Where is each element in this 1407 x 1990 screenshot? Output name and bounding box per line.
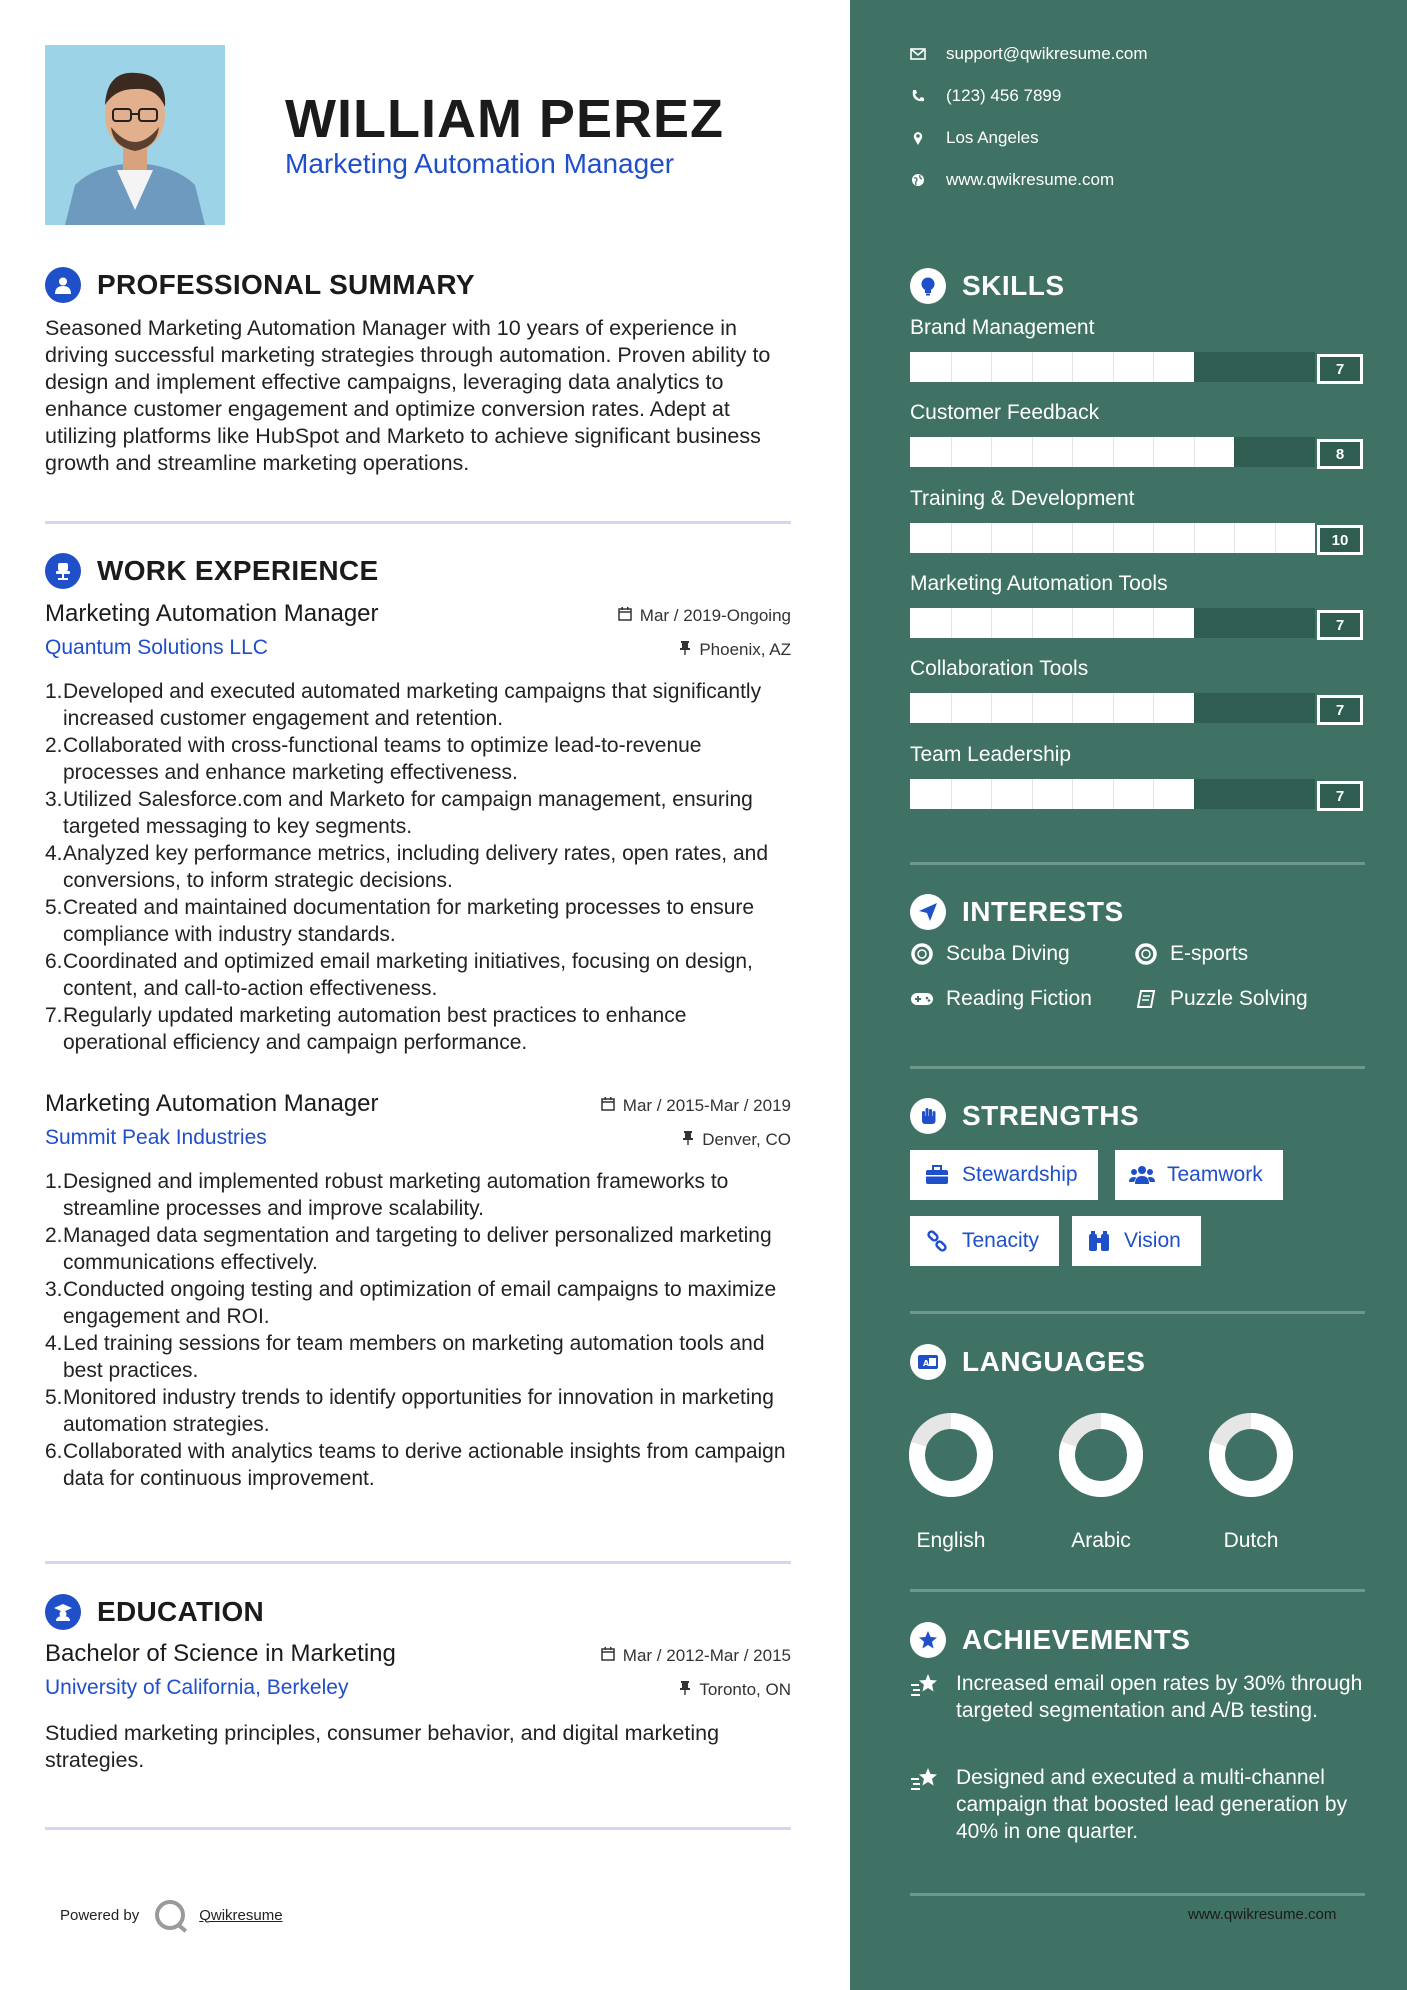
skill-name: Training & Development [910, 487, 1135, 510]
skill-bar-fill [910, 693, 1194, 723]
user-icon [45, 267, 81, 303]
section-divider [910, 1311, 1365, 1314]
language-item [896, 1400, 1006, 1553]
skill-bar-segment [1072, 608, 1073, 638]
svg-text:A: A [923, 1359, 930, 1368]
calendar-icon [601, 1646, 615, 1666]
language-label: English [916, 1529, 986, 1552]
hand-icon [910, 1098, 946, 1134]
achievement-item [910, 1764, 1370, 1845]
strength-badge: Vision [1072, 1216, 1201, 1266]
skill-level: 8 [1317, 439, 1363, 469]
skill-bar-fill [910, 523, 1315, 553]
language-ring [1196, 1400, 1306, 1510]
map-marker-icon [910, 130, 926, 146]
skill-bar-segment [951, 352, 952, 382]
education-date: Mar / 2012-Mar / 2015 [601, 1646, 791, 1666]
job-location: Phoenix, AZ [679, 640, 791, 660]
skill-bar-segment [1032, 693, 1033, 723]
job-entry [45, 600, 791, 1056]
education-heading-text: EDUCATION [97, 1596, 265, 1627]
skill-bar-segment [1032, 523, 1033, 553]
book-icon [1134, 987, 1158, 1011]
skill-bar-segment [991, 779, 992, 809]
languages-heading [910, 1344, 1145, 1380]
skill-bar-segment [1194, 437, 1195, 467]
job-title: Marketing Automation Manager [45, 1090, 379, 1117]
language-item [1196, 1400, 1306, 1553]
skill-bar-segment [951, 437, 952, 467]
graduate-icon [45, 1594, 81, 1630]
achievement-text: Increased email open rates by 30% through targeted segmentation and A/B testing. [956, 1672, 1363, 1722]
skill-bar-fill [910, 779, 1194, 809]
list-item: 4. Analyzed key performance metrics, including delivery rates, open rates, and conversions, to inform strategic decisions. [45, 842, 769, 892]
summary-text: Seasoned Marketing Automation Manager with 10 years of experience in driving successful marketing strategies through automation. Proven ability to design and implement effective campaigns, leveraging data analytics to enhance customer engagement and optimize conversion rates. Adept at utilizing platforms like HubSpot and Marketo to achieve significant business growth and streamline marketing operations. [45, 316, 771, 475]
language-item [1046, 1400, 1156, 1553]
skill-bar-segment [1113, 523, 1114, 553]
skill-item [910, 487, 1365, 553]
skill-bar [910, 693, 1315, 723]
skill-bar-segment [1194, 523, 1195, 553]
star-icon [910, 1622, 946, 1658]
list-item: 4. Led training sessions for team members on marketing automation tools and best practices. [45, 1332, 765, 1382]
language-ring [896, 1400, 1006, 1510]
skill-bar-segment [1113, 352, 1114, 382]
list-item: 7. Regularly updated marketing automation best practices to enhance operational efficiency and campaign performance. [45, 1004, 687, 1054]
job-entry [45, 1090, 791, 1492]
skill-name: Marketing Automation Tools [910, 572, 1168, 595]
shooting-star-icon [910, 1672, 940, 1702]
skill-bar-segment [991, 352, 992, 382]
skill-bar-segment [1113, 779, 1114, 809]
degree-title: Bachelor of Science in Marketing [45, 1640, 396, 1667]
skill-bar-segment [951, 779, 952, 809]
strength-badge: Teamwork [1115, 1150, 1283, 1200]
skill-bar [910, 779, 1315, 809]
job-company: Summit Peak Industries [45, 1126, 267, 1149]
skill-bar [910, 523, 1315, 553]
section-divider [45, 1561, 791, 1564]
education-heading [45, 1594, 264, 1630]
achievements-heading-text: ACHIEVEMENTS [962, 1624, 1191, 1655]
education-description: Studied marketing principles, consumer behavior, and digital marketing strategies. [45, 1721, 720, 1772]
section-divider [45, 1827, 791, 1830]
summary-heading [45, 267, 475, 303]
school-name: University of California, Berkeley [45, 1676, 349, 1699]
skill-bar-segment [1153, 523, 1154, 553]
skill-bar-segment [951, 693, 952, 723]
section-divider [910, 1066, 1365, 1069]
profile-photo [45, 45, 225, 225]
pin-icon [679, 1680, 691, 1700]
list-item: 2. Collaborated with cross-functional teams to optimize lead-to-revenue processes and enhance marketing effectiveness. [45, 734, 702, 784]
skill-name: Team Leadership [910, 743, 1072, 766]
strengths-heading [910, 1098, 1139, 1134]
strength-badge: Stewardship [910, 1150, 1098, 1200]
interest-item: E-sports [1134, 942, 1248, 966]
interest-item: Puzzle Solving [1134, 987, 1308, 1011]
candidate-name: WILLIAM PEREZ [285, 89, 724, 149]
skill-level: 7 [1317, 695, 1363, 725]
list-item: 3. Conducted ongoing testing and optimization of email campaigns to maximize engagement and ROI. [45, 1278, 777, 1328]
section-divider [910, 1589, 1365, 1592]
job-title: Marketing Automation Manager [45, 600, 379, 627]
skill-bar-segment [951, 523, 952, 553]
link-icon [924, 1230, 950, 1252]
interests-heading [910, 894, 1124, 930]
job-bullets [45, 678, 791, 1056]
list-item: 1. Designed and implemented robust marketing automation frameworks to streamline processes and improve scalability. [45, 1170, 729, 1220]
life-ring-icon [910, 942, 934, 966]
contact-location: Los Angeles [910, 128, 1039, 148]
interests-heading-text: INTERESTS [962, 896, 1124, 927]
section-divider [45, 521, 791, 524]
skill-bar-segment [1032, 779, 1033, 809]
list-item: 5. Created and maintained documentation for marketing processes to ensure compliance with industry standards. [45, 896, 755, 946]
skill-bar-segment [991, 437, 992, 467]
skill-bar-segment [1072, 779, 1073, 809]
skill-name: Brand Management [910, 316, 1095, 339]
achievement-text: Designed and executed a multi-channel campaign that boosted lead generation by 40% in one quarter. [956, 1766, 1348, 1843]
pin-icon [679, 640, 691, 660]
calendar-icon [618, 606, 632, 626]
skill-level: 10 [1317, 525, 1363, 555]
interest-item: Reading Fiction [910, 987, 1092, 1011]
skill-item [910, 401, 1365, 467]
list-item: 6. Coordinated and optimized email marketing initiatives, focusing on design, content, and call-to-action effectiveness. [45, 950, 753, 1000]
skill-bar-fill [910, 352, 1194, 382]
job-date: Mar / 2019-Ongoing [618, 606, 791, 626]
skill-level: 7 [1317, 610, 1363, 640]
skill-bar-segment [991, 523, 992, 553]
interest-item: Scuba Diving [910, 942, 1070, 966]
list-item: 5. Monitored industry trends to identify opportunities for innovation in marketing automation strategies. [45, 1386, 774, 1436]
list-item: 6. Collaborated with analytics teams to derive actionable insights from campaign data for continuous improvement. [45, 1440, 786, 1490]
education-entry [45, 1640, 791, 1774]
contact-phone[interactable]: (123) 456 7899 [910, 86, 1061, 106]
phone-icon [910, 88, 926, 104]
users-icon [1129, 1164, 1155, 1186]
achievements-heading [910, 1622, 1190, 1658]
contact-email[interactable]: support@qwikresume.com [910, 44, 1148, 64]
skill-bar-fill [910, 437, 1234, 467]
skill-bar-segment [1072, 523, 1073, 553]
skill-bar-segment [1032, 608, 1033, 638]
sidebar [850, 0, 1407, 1990]
skill-level: 7 [1317, 354, 1363, 384]
list-item: 3. Utilized Salesforce.com and Marketo for campaign management, ensuring targeted messaging to key segments. [45, 788, 753, 838]
skill-bar [910, 437, 1315, 467]
skill-level: 7 [1317, 781, 1363, 811]
section-divider [910, 862, 1365, 865]
qwikresume-link[interactable]: Qwikresume [199, 1906, 283, 1924]
footer-site[interactable]: www.qwikresume.com [1188, 1906, 1337, 1923]
skill-bar-segment [1113, 608, 1114, 638]
footer-powered-by: Powered by Qwikresume [60, 1900, 283, 1930]
briefcase-icon [924, 1164, 950, 1186]
list-item: 2. Managed data segmentation and targeting to deliver personalized marketing communications effectively. [45, 1224, 772, 1274]
chair-icon [45, 553, 81, 589]
language-label: Arabic [1071, 1529, 1131, 1552]
job-company: Quantum Solutions LLC [45, 636, 268, 659]
lightbulb-icon [910, 268, 946, 304]
skill-bar-segment [1153, 608, 1154, 638]
strengths-heading-text: STRENGTHS [962, 1100, 1140, 1131]
gamepad-icon [910, 987, 934, 1011]
calendar-icon [601, 1096, 615, 1116]
job-bullets [45, 1168, 791, 1492]
pin-icon [682, 1130, 694, 1150]
envelope-icon [910, 46, 926, 62]
education-location: Toronto, ON [679, 1680, 791, 1700]
skills-heading-text: SKILLS [962, 270, 1065, 301]
skill-bar-segment [1234, 523, 1235, 553]
skill-bar-segment [1153, 437, 1154, 467]
job-date: Mar / 2015-Mar / 2019 [601, 1096, 791, 1116]
paper-plane-icon [910, 894, 946, 930]
skill-bar-segment [1113, 437, 1114, 467]
skill-bar [910, 352, 1315, 382]
skill-bar-segment [1072, 352, 1073, 382]
list-item: 1. Developed and executed automated marketing campaigns that significantly increased customer engagement and retention. [45, 680, 762, 730]
language-label: Dutch [1223, 1529, 1279, 1552]
strength-badge: Tenacity [910, 1216, 1059, 1266]
skill-item [910, 572, 1365, 638]
summary-heading-text: PROFESSIONAL SUMMARY [97, 269, 475, 300]
qwikresume-logo-icon [155, 1900, 185, 1930]
skill-bar-segment [1113, 693, 1114, 723]
section-divider [910, 1893, 1365, 1896]
skills-heading [910, 268, 1065, 304]
achievement-item [910, 1670, 1370, 1724]
job-location: Denver, CO [682, 1130, 791, 1150]
life-ring-icon [1134, 942, 1158, 966]
skill-name: Collaboration Tools [910, 657, 1089, 680]
contact-website[interactable]: www.qwikresume.com [910, 170, 1114, 190]
skill-bar-fill [910, 608, 1194, 638]
skill-bar [910, 608, 1315, 638]
globe-icon [910, 172, 926, 188]
skill-item [910, 743, 1365, 809]
skill-item [910, 316, 1365, 382]
shooting-star-icon [910, 1766, 940, 1796]
skill-bar-segment [1153, 779, 1154, 809]
skill-bar-segment [991, 693, 992, 723]
skill-bar-segment [1072, 693, 1073, 723]
skill-bar-segment [1032, 352, 1033, 382]
binoculars-icon [1086, 1230, 1112, 1252]
skill-bar-segment [1153, 352, 1154, 382]
skill-bar-segment [1072, 437, 1073, 467]
languages-heading-text: LANGUAGES [962, 1346, 1146, 1377]
candidate-title: Marketing Automation Manager [285, 148, 675, 179]
experience-heading [45, 553, 378, 589]
skill-bar-segment [1275, 523, 1276, 553]
skill-bar-segment [1032, 437, 1033, 467]
skill-bar-segment [951, 608, 952, 638]
skill-name: Customer Feedback [910, 401, 1100, 424]
skill-item [910, 657, 1365, 723]
experience-heading-text: WORK EXPERIENCE [97, 555, 379, 586]
language-ring [1046, 1400, 1156, 1510]
language-icon [910, 1344, 946, 1380]
skill-bar-segment [991, 608, 992, 638]
skill-bar-segment [1153, 693, 1154, 723]
